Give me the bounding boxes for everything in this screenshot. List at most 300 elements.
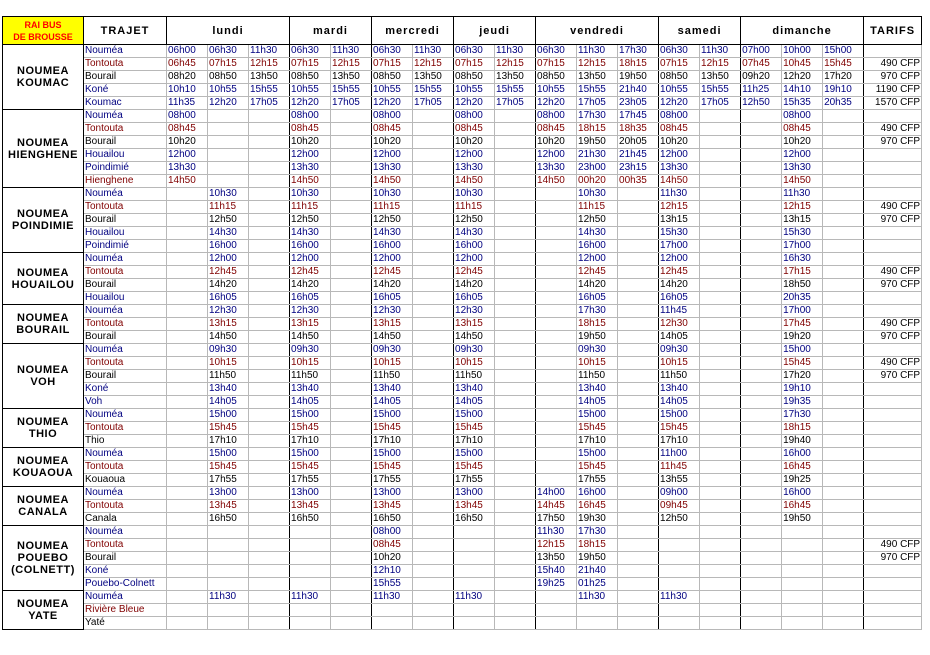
time-cell: 10h20 (290, 136, 331, 149)
time-cell (536, 396, 577, 409)
time-cell (823, 552, 864, 565)
route-name-line: NOUMEA (17, 266, 69, 279)
time-cell: 12h15 (536, 539, 577, 552)
time-cell: 17h10 (577, 435, 618, 448)
tarif-cell (864, 175, 922, 188)
time-cell (495, 136, 536, 149)
time-cell (249, 565, 290, 578)
time-cell: 16h30 (782, 253, 823, 266)
time-cell: 09h45 (659, 500, 700, 513)
time-cell: 08h20 (167, 71, 208, 84)
time-cell: 12h15 (249, 58, 290, 71)
time-cell (700, 422, 741, 435)
time-cell (495, 214, 536, 227)
time-cell: 16h45 (577, 500, 618, 513)
time-cell (413, 526, 454, 539)
time-cell: 14h50 (782, 175, 823, 188)
tarif-cell (864, 617, 922, 630)
time-cell (331, 305, 372, 318)
header-day-lundi: lundi (167, 17, 290, 45)
time-cell: 14h30 (208, 227, 249, 240)
time-cell: 07h15 (454, 58, 495, 71)
time-cell: 17h50 (536, 513, 577, 526)
table-row (3, 552, 922, 565)
time-cell: 14h20 (659, 279, 700, 292)
time-cell (823, 149, 864, 162)
time-cell: 08h45 (782, 123, 823, 136)
time-cell: 14h50 (290, 331, 331, 344)
time-cell: 19h50 (577, 331, 618, 344)
time-cell: 18h35 (618, 123, 659, 136)
time-cell: 11h50 (208, 370, 249, 383)
time-cell (536, 240, 577, 253)
route-name-line: NOUMEA (17, 136, 69, 149)
tarif-cell (864, 409, 922, 422)
time-cell: 13h45 (208, 500, 249, 513)
time-cell (495, 409, 536, 422)
time-cell: 12h45 (577, 266, 618, 279)
time-cell (741, 149, 782, 162)
header-day-vendredi: vendredi (536, 17, 659, 45)
time-cell (823, 279, 864, 292)
table-row (3, 266, 922, 279)
time-cell (700, 136, 741, 149)
time-cell (331, 162, 372, 175)
table-row (3, 201, 922, 214)
time-cell: 08h00 (167, 110, 208, 123)
tarif-cell (864, 253, 922, 266)
stop-name: Tontouta (84, 123, 167, 136)
time-cell: 12h00 (659, 149, 700, 162)
tarif-cell: 490 CFP (864, 266, 922, 279)
time-cell: 12h15 (782, 201, 823, 214)
table-row (3, 396, 922, 409)
table-row (3, 58, 922, 71)
time-cell: 11h15 (577, 201, 618, 214)
time-cell: 08h00 (372, 526, 413, 539)
time-cell: 11h30 (700, 45, 741, 58)
time-cell (413, 422, 454, 435)
time-cell: 11h00 (659, 448, 700, 461)
time-cell: 08h45 (167, 123, 208, 136)
table-row (3, 474, 922, 487)
time-cell: 15h35 (782, 97, 823, 110)
time-cell: 16h00 (577, 487, 618, 500)
time-cell (290, 617, 331, 630)
time-cell: 08h50 (290, 71, 331, 84)
tarif-cell (864, 474, 922, 487)
time-cell: 09h30 (659, 344, 700, 357)
time-cell (208, 110, 249, 123)
time-cell: 12h20 (782, 71, 823, 84)
time-cell: 12h15 (495, 58, 536, 71)
time-cell (659, 617, 700, 630)
time-cell: 06h00 (167, 45, 208, 58)
logo-line-2: DE BROUSSE (13, 31, 73, 42)
time-cell (208, 162, 249, 175)
time-cell: 07h15 (290, 58, 331, 71)
time-cell (495, 422, 536, 435)
time-cell: 12h20 (454, 97, 495, 110)
time-cell: 12h45 (208, 266, 249, 279)
stop-name: Pouebo-Colnett (84, 578, 167, 591)
time-cell: 15h45 (290, 461, 331, 474)
time-cell: 13h15 (208, 318, 249, 331)
header-day-dimanche: dimanche (741, 17, 864, 45)
tarif-cell: 970 CFP (864, 370, 922, 383)
stop-name: Koné (84, 383, 167, 396)
time-cell (495, 591, 536, 604)
time-cell: 17h20 (782, 370, 823, 383)
time-cell (618, 279, 659, 292)
time-cell (700, 435, 741, 448)
time-cell: 13h30 (659, 162, 700, 175)
time-cell: 16h00 (577, 240, 618, 253)
time-cell: 11h45 (659, 305, 700, 318)
time-cell: 08h50 (536, 71, 577, 84)
time-cell (249, 591, 290, 604)
timetable-body (3, 45, 922, 630)
time-cell (823, 591, 864, 604)
time-cell (741, 370, 782, 383)
time-cell: 19h50 (577, 552, 618, 565)
time-cell: 19h50 (618, 71, 659, 84)
time-cell (495, 357, 536, 370)
time-cell (823, 448, 864, 461)
time-cell: 16h05 (290, 292, 331, 305)
time-cell (208, 604, 249, 617)
time-cell (249, 110, 290, 123)
time-cell (659, 578, 700, 591)
time-cell: 12h00 (208, 253, 249, 266)
time-cell (700, 227, 741, 240)
time-cell (167, 474, 208, 487)
time-cell: 12h00 (290, 253, 331, 266)
time-cell: 12h30 (454, 305, 495, 318)
route-name (3, 591, 84, 630)
time-cell: 13h50 (536, 552, 577, 565)
time-cell (331, 357, 372, 370)
tarif-cell (864, 45, 922, 58)
tarif-cell (864, 448, 922, 461)
time-cell: 15h45 (577, 461, 618, 474)
time-cell (700, 253, 741, 266)
time-cell: 17h30 (577, 526, 618, 539)
time-cell (208, 565, 249, 578)
time-cell (249, 318, 290, 331)
tarif-cell (864, 344, 922, 357)
time-cell (741, 344, 782, 357)
time-cell (495, 552, 536, 565)
time-cell (659, 552, 700, 565)
time-cell: 12h50 (372, 214, 413, 227)
time-cell: 11h50 (372, 370, 413, 383)
time-cell (823, 565, 864, 578)
time-cell (536, 591, 577, 604)
time-cell (741, 240, 782, 253)
time-cell (618, 448, 659, 461)
time-cell (700, 500, 741, 513)
time-cell: 07h45 (741, 58, 782, 71)
time-cell (331, 604, 372, 617)
time-cell: 16h05 (659, 292, 700, 305)
time-cell: 08h50 (454, 71, 495, 84)
time-cell: 15h45 (290, 422, 331, 435)
time-cell (618, 487, 659, 500)
time-cell (495, 370, 536, 383)
time-cell (823, 240, 864, 253)
time-cell (413, 305, 454, 318)
time-cell (536, 474, 577, 487)
time-cell: 15h00 (577, 409, 618, 422)
time-cell (823, 175, 864, 188)
time-cell (782, 604, 823, 617)
time-cell: 15h00 (454, 409, 495, 422)
time-cell: 14h10 (782, 84, 823, 97)
time-cell (331, 175, 372, 188)
time-cell (495, 292, 536, 305)
time-cell (413, 604, 454, 617)
time-cell (167, 422, 208, 435)
time-cell (290, 578, 331, 591)
time-cell (741, 292, 782, 305)
time-cell (495, 305, 536, 318)
time-cell (331, 201, 372, 214)
time-cell: 15h55 (700, 84, 741, 97)
time-cell (249, 552, 290, 565)
table-row (3, 344, 922, 357)
time-cell: 12h45 (290, 266, 331, 279)
time-cell (700, 292, 741, 305)
time-cell (618, 331, 659, 344)
time-cell (167, 383, 208, 396)
time-cell (167, 240, 208, 253)
time-cell (331, 227, 372, 240)
stop-name: Yaté (84, 617, 167, 630)
time-cell: 12h20 (536, 97, 577, 110)
time-cell: 19h40 (782, 435, 823, 448)
time-cell: 13h50 (577, 71, 618, 84)
time-cell: 21h40 (577, 565, 618, 578)
time-cell (536, 422, 577, 435)
time-cell: 08h45 (659, 123, 700, 136)
time-cell: 11h30 (249, 45, 290, 58)
tarif-cell: 490 CFP (864, 123, 922, 136)
table-row (3, 110, 922, 123)
time-cell (536, 292, 577, 305)
time-cell (167, 487, 208, 500)
time-cell (536, 435, 577, 448)
time-cell (413, 110, 454, 123)
time-cell (782, 591, 823, 604)
time-cell (618, 461, 659, 474)
time-cell (823, 344, 864, 357)
time-cell (700, 591, 741, 604)
time-cell (700, 565, 741, 578)
stop-name: Rivière Bleue (84, 604, 167, 617)
time-cell (495, 383, 536, 396)
time-cell (249, 201, 290, 214)
time-cell (413, 552, 454, 565)
stop-name: Tontouta (84, 357, 167, 370)
time-cell (741, 461, 782, 474)
time-cell (536, 279, 577, 292)
time-cell: 10h00 (782, 45, 823, 58)
time-cell: 12h30 (372, 305, 413, 318)
time-cell: 06h30 (659, 45, 700, 58)
tarif-cell: 490 CFP (864, 357, 922, 370)
time-cell (331, 136, 372, 149)
route-name (3, 448, 84, 487)
table-row (3, 487, 922, 500)
time-cell (700, 123, 741, 136)
time-cell: 15h00 (290, 448, 331, 461)
table-row (3, 409, 922, 422)
time-cell (167, 396, 208, 409)
route-name-line: POUEBO (17, 552, 69, 564)
time-cell: 11h15 (372, 201, 413, 214)
table-row (3, 539, 922, 552)
time-cell: 12h45 (454, 266, 495, 279)
time-cell (536, 448, 577, 461)
time-cell (331, 461, 372, 474)
time-cell (618, 552, 659, 565)
time-cell (413, 513, 454, 526)
time-cell: 11h30 (659, 591, 700, 604)
time-cell: 13h50 (413, 71, 454, 84)
time-cell (700, 552, 741, 565)
time-cell: 15h00 (454, 448, 495, 461)
time-cell: 14h50 (290, 175, 331, 188)
time-cell: 16h45 (782, 461, 823, 474)
time-cell (823, 604, 864, 617)
time-cell: 17h05 (577, 97, 618, 110)
time-cell (454, 617, 495, 630)
time-cell (413, 292, 454, 305)
time-cell: 14h05 (372, 396, 413, 409)
time-cell: 14h05 (454, 396, 495, 409)
table-row (3, 565, 922, 578)
time-cell: 11h30 (331, 45, 372, 58)
time-cell: 07h15 (372, 58, 413, 71)
time-cell: 11h35 (167, 97, 208, 110)
route-name-line: (COLNETT) (11, 564, 75, 576)
table-row (3, 292, 922, 305)
route-name-line: YATE (28, 610, 58, 622)
time-cell: 17h55 (372, 474, 413, 487)
time-cell: 13h30 (536, 162, 577, 175)
tarif-cell: 490 CFP (864, 58, 922, 71)
time-cell (823, 123, 864, 136)
time-cell (495, 279, 536, 292)
time-cell (495, 331, 536, 344)
time-cell (618, 357, 659, 370)
time-cell: 12h50 (741, 97, 782, 110)
table-row (3, 435, 922, 448)
time-cell (413, 357, 454, 370)
time-cell (331, 240, 372, 253)
time-cell: 08h00 (536, 110, 577, 123)
time-cell: 12h30 (290, 305, 331, 318)
time-cell (823, 201, 864, 214)
time-cell: 14h30 (290, 227, 331, 240)
time-cell: 15h45 (454, 422, 495, 435)
stop-name: Bourail (84, 370, 167, 383)
time-cell (249, 448, 290, 461)
time-cell (249, 136, 290, 149)
table-row (3, 45, 922, 58)
tarif-cell (864, 292, 922, 305)
stop-name: Houailou (84, 149, 167, 162)
time-cell (413, 162, 454, 175)
tarif-cell (864, 604, 922, 617)
time-cell: 11h30 (495, 45, 536, 58)
time-cell (618, 604, 659, 617)
time-cell (413, 617, 454, 630)
time-cell (577, 604, 618, 617)
time-cell: 10h30 (454, 188, 495, 201)
time-cell: 12h30 (208, 305, 249, 318)
stop-name: Thio (84, 435, 167, 448)
time-cell: 12h15 (577, 58, 618, 71)
time-cell: 14h05 (208, 396, 249, 409)
time-cell (659, 604, 700, 617)
table-row (3, 526, 922, 539)
tarif-cell (864, 578, 922, 591)
time-cell (618, 422, 659, 435)
time-cell: 08h50 (372, 71, 413, 84)
time-cell (618, 617, 659, 630)
route-name (3, 409, 84, 448)
time-cell: 12h00 (536, 149, 577, 162)
time-cell (823, 305, 864, 318)
time-cell (495, 162, 536, 175)
time-cell (741, 604, 782, 617)
tarif-cell (864, 461, 922, 474)
time-cell (741, 201, 782, 214)
time-cell: 14h45 (536, 500, 577, 513)
time-cell: 09h00 (659, 487, 700, 500)
time-cell (823, 513, 864, 526)
time-cell (700, 370, 741, 383)
time-cell (167, 318, 208, 331)
route-name-line: HOUAILOU (11, 278, 75, 291)
route-name-line: HIENGHENE (8, 148, 78, 161)
time-cell: 13h40 (372, 383, 413, 396)
tarif-cell (864, 305, 922, 318)
time-cell (536, 188, 577, 201)
time-cell: 12h00 (454, 253, 495, 266)
tarif-cell (864, 240, 922, 253)
time-cell (823, 409, 864, 422)
time-cell: 13h30 (782, 162, 823, 175)
time-cell (741, 565, 782, 578)
time-cell (167, 357, 208, 370)
time-cell (823, 370, 864, 383)
time-cell (536, 461, 577, 474)
time-cell: 08h50 (659, 71, 700, 84)
time-cell (700, 487, 741, 500)
time-cell: 17h45 (782, 318, 823, 331)
time-cell: 07h15 (536, 58, 577, 71)
time-cell (823, 227, 864, 240)
time-cell (167, 305, 208, 318)
time-cell (741, 617, 782, 630)
time-cell (167, 539, 208, 552)
time-cell: 14h50 (454, 175, 495, 188)
time-cell: 20h35 (823, 97, 864, 110)
time-cell: 15h45 (577, 422, 618, 435)
